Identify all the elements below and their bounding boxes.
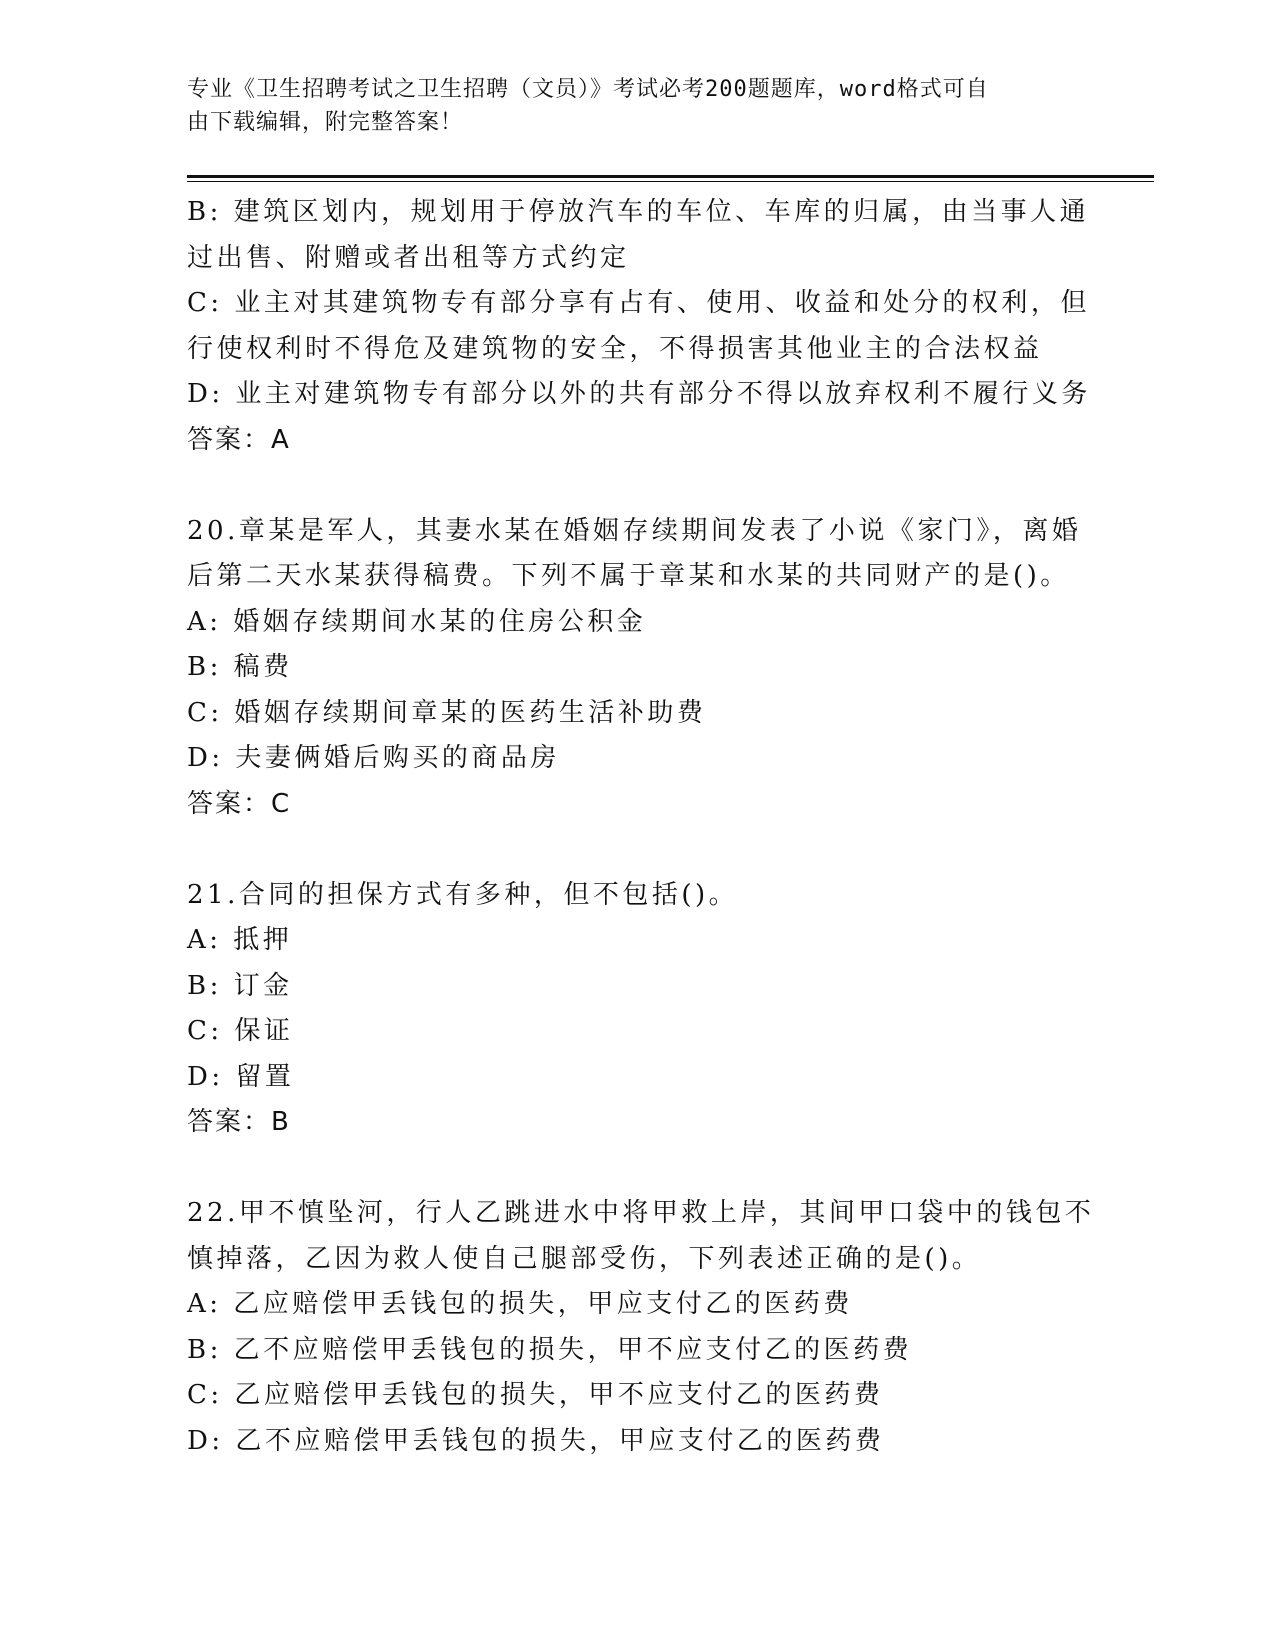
answer-line: 答案：C bbox=[187, 788, 292, 819]
header-title-line-1: 专业《卫生招聘考试之卫生招聘（文员）》考试必考200题题库，word格式可自 bbox=[187, 77, 989, 102]
question-19-continued bbox=[187, 190, 1091, 463]
question-21 bbox=[187, 873, 1067, 1146]
option-c: C: 保证 bbox=[187, 1016, 294, 1046]
question-stem-line-1: 22.甲不慎坠河，行人乙跳进水中将甲救上岸，其间甲口袋中的钱包不 bbox=[187, 1198, 1095, 1228]
option-b: B: 稿费 bbox=[187, 652, 293, 682]
question-content bbox=[187, 190, 1095, 1464]
option-a: A: 抵押 bbox=[187, 925, 293, 955]
option-c-line-2: 行使权利时不得危及建筑物的安全，不得损害其他业主的合法权益 bbox=[187, 333, 1043, 364]
spacer bbox=[187, 827, 1067, 873]
question-22 bbox=[187, 1191, 1095, 1464]
answer-line: 答案：A bbox=[187, 424, 291, 455]
option-c-line-1: C: 业主对其建筑物专有部分享有占有、使用、收益和处分的权利，但 bbox=[187, 288, 1090, 318]
spacer bbox=[187, 1146, 1067, 1192]
spacer bbox=[187, 463, 1067, 509]
option-b-line-2: 过出售、附赠或者出租等方式约定 bbox=[187, 242, 630, 273]
option-d: D: 业主对建筑物专有部分以外的共有部分不得以放弃权利不履行义务 bbox=[187, 379, 1091, 409]
header-title-line-2: 由下载编辑，附完整答案！ bbox=[187, 110, 464, 135]
option-c: C: 乙应赔偿甲丢钱包的损失，甲不应支付乙的医药费 bbox=[187, 1380, 884, 1410]
option-a: A: 乙应赔偿甲丢钱包的损失，甲应支付乙的医药费 bbox=[187, 1289, 853, 1319]
option-b: B: 订金 bbox=[187, 970, 293, 1001]
option-d: D: 留置 bbox=[187, 1061, 295, 1092]
option-d: D: 乙不应赔偿甲丢钱包的损失，甲应支付乙的医药费 bbox=[187, 1425, 885, 1456]
header-divider-thick bbox=[187, 175, 1154, 178]
option-c: C: 婚姻存续期间章某的医药生活补助费 bbox=[187, 697, 707, 728]
option-a: A: 婚姻存续期间水某的住房公积金 bbox=[187, 606, 647, 637]
option-b-line-1: B: 建筑区划内，规划用于停放汽车的车位、车库的归属，由当事人通 bbox=[187, 197, 1090, 227]
question-stem: 21.合同的担保方式有多种，但不包括()。 bbox=[187, 879, 739, 910]
question-stem-line-1: 20.章某是军人，其妻水某在婚姻存续期间发表了小说《家门》，离婚 bbox=[187, 515, 1082, 546]
option-b: B: 乙不应赔偿甲丢钱包的损失，甲不应支付乙的医药费 bbox=[187, 1334, 913, 1365]
question-stem-line-2: 慎掉落，乙因为救人使自己腿部受伤，下列表述正确的是()。 bbox=[187, 1243, 982, 1274]
header-divider-thin bbox=[187, 181, 1154, 182]
document-header bbox=[187, 73, 1067, 139]
option-d: D: 夫妻俩婚后购买的商品房 bbox=[187, 743, 560, 773]
question-stem-line-2: 后第二天水某获得稿费。下列不属于章某和水某的共同财产的是()。 bbox=[187, 561, 1070, 591]
answer-line: 答案：B bbox=[187, 1107, 291, 1137]
question-20 bbox=[187, 509, 1082, 828]
